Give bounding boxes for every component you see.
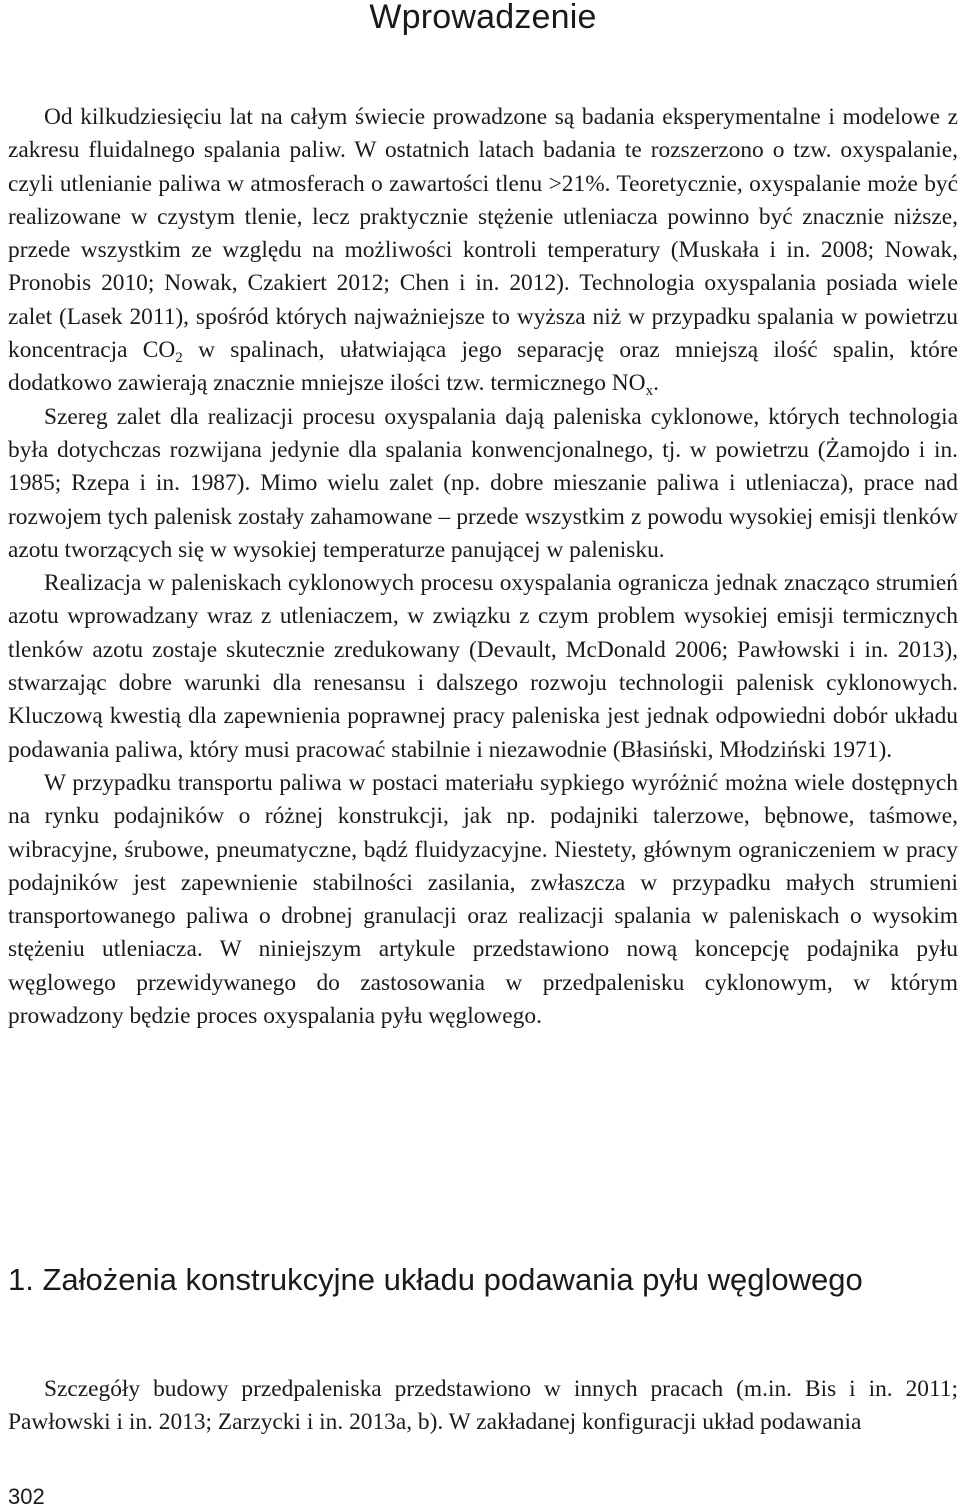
page-title: Wprowadzenie bbox=[369, 0, 597, 36]
nox-subscript: x bbox=[645, 383, 654, 400]
section-1-heading: 1. Założenia konstrukcyjne układu podawania pyłu węglowego bbox=[8, 1262, 863, 1297]
intro-paragraph-1-continued: w spalinach, ułatwiająca jego separację oraz mniejszą ilość spalin, które dodatkowo zawierają znacznie mniejsze ilości tzw. termicznego NO bbox=[8, 337, 958, 397]
intro-paragraph-1-end: . bbox=[653, 370, 659, 397]
intro-paragraph-4: W przypadku transportu paliwa w postaci materiału sypkiego wyróżnić można wiele dostępnych na rynku podajników o różnej konstrukcji, jak np. podajniki talerzowe, bębnowe, taśmowe, wibracyjne, śrubowe, pneumatyczne, bądź fluidyzacyjne. Niestety, głównym ograniczeniem w pracy podajników jest zapewnienie stabilności zasilania, zwłaszcza w przypadku małych strumieni transportowanego paliwa o drobnej granulacji oraz realizacji spalania w paleniskach o wysokim stężeniu utleniacza. W niniejszym artykule przedstawiono nową koncepcję podajnika pyłu węglowego przewidywanego do zastosowania w przedpalenisku cyklonowym, w którym prowadzony będzie proces oxyspalania pyłu węglowego. bbox=[8, 769, 958, 1030]
intro-paragraph-1-text: Od kilkudziesięciu lat na całym świecie prowadzone są badania eksperymentalne i modelowe z zakresu fluidalnego spalania paliw. W ostatnich latach badania te rozszerzono o tzw. oxyspalanie, czyli utlenianie paliwa w atmosferach o zawartości tlenu >21%. Teoretycznie, oxyspalanie może być realizowane w czystym tlenie, lecz praktycznie stężenie utleniacza powinno być znacznie niższe, przede wszystkim ze względu na możliwości kontroli temperatury (Muskała i in. 2008; Nowak, Pronobis 2010; Nowak, Czakiert 2012; Chen i in. 2012). Technologia oxyspalania posiada wiele zalet (Lasek 2011), spośród których najważniejsze to wyższa niż w przypadku spalania w powietrzu koncentracja CO bbox=[8, 104, 958, 364]
page-number: 302 bbox=[8, 1484, 45, 1509]
intro-paragraph-2: Szereg zalet dla realizacji procesu oxyspalania dają paleniska cyklonowe, których technologia była dotychczas rozwijana jedynie dla spalania konwencjonalnego, tj. w powietrzu (Żamojdo i in. 1985; Rzepa i in. 1987). Mimo wielu zalet (np. dobre mieszanie paliwa i utleniacza), prace nad rozwojem tych palenisk zostały zahamowane – przede wszystkim z powodu wysokiej emisji tlenków azotu tworzących się w wysokiej temperaturze panującej w palenisku. bbox=[8, 403, 958, 563]
co2-subscript: 2 bbox=[175, 350, 183, 367]
intro-paragraph-1 bbox=[8, 101, 958, 401]
introduction-section bbox=[8, 101, 958, 1033]
intro-paragraph-3: Realizacja w paleniskach cyklonowych procesu oxyspalania ogranicza jednak znacząco strumień azotu wprowadzany wraz z utleniaczem, w związku z czym problem wysokiej emisji termicznych tlenków azotu zostaje skutecznie zredukowany (Devault, McDonald 2006; Pawłowski i in. 2013), stwarzając dobre warunki dla renesansu i dalszego rozwoju technologii palenisk cyklonowych. Kluczową kwestią dla zapewnienia poprawnej pracy paleniska jest jednak odpowiedni dobór układu podawania paliwa, który musi pracować stabilnie i niezawodnie (Błasiński, Młodziński 1971). bbox=[8, 570, 958, 763]
section-1-paragraph-1: Szczegóły budowy przedpaleniska przedstawiono w innych pracach (m.in. Bis i in. 2011; Pawłowski i in. 2013; Zarzycki i in. 2013a, b). W zakładanej konfiguracji układ podawania bbox=[8, 1376, 958, 1436]
section-1-body bbox=[8, 1373, 958, 1440]
